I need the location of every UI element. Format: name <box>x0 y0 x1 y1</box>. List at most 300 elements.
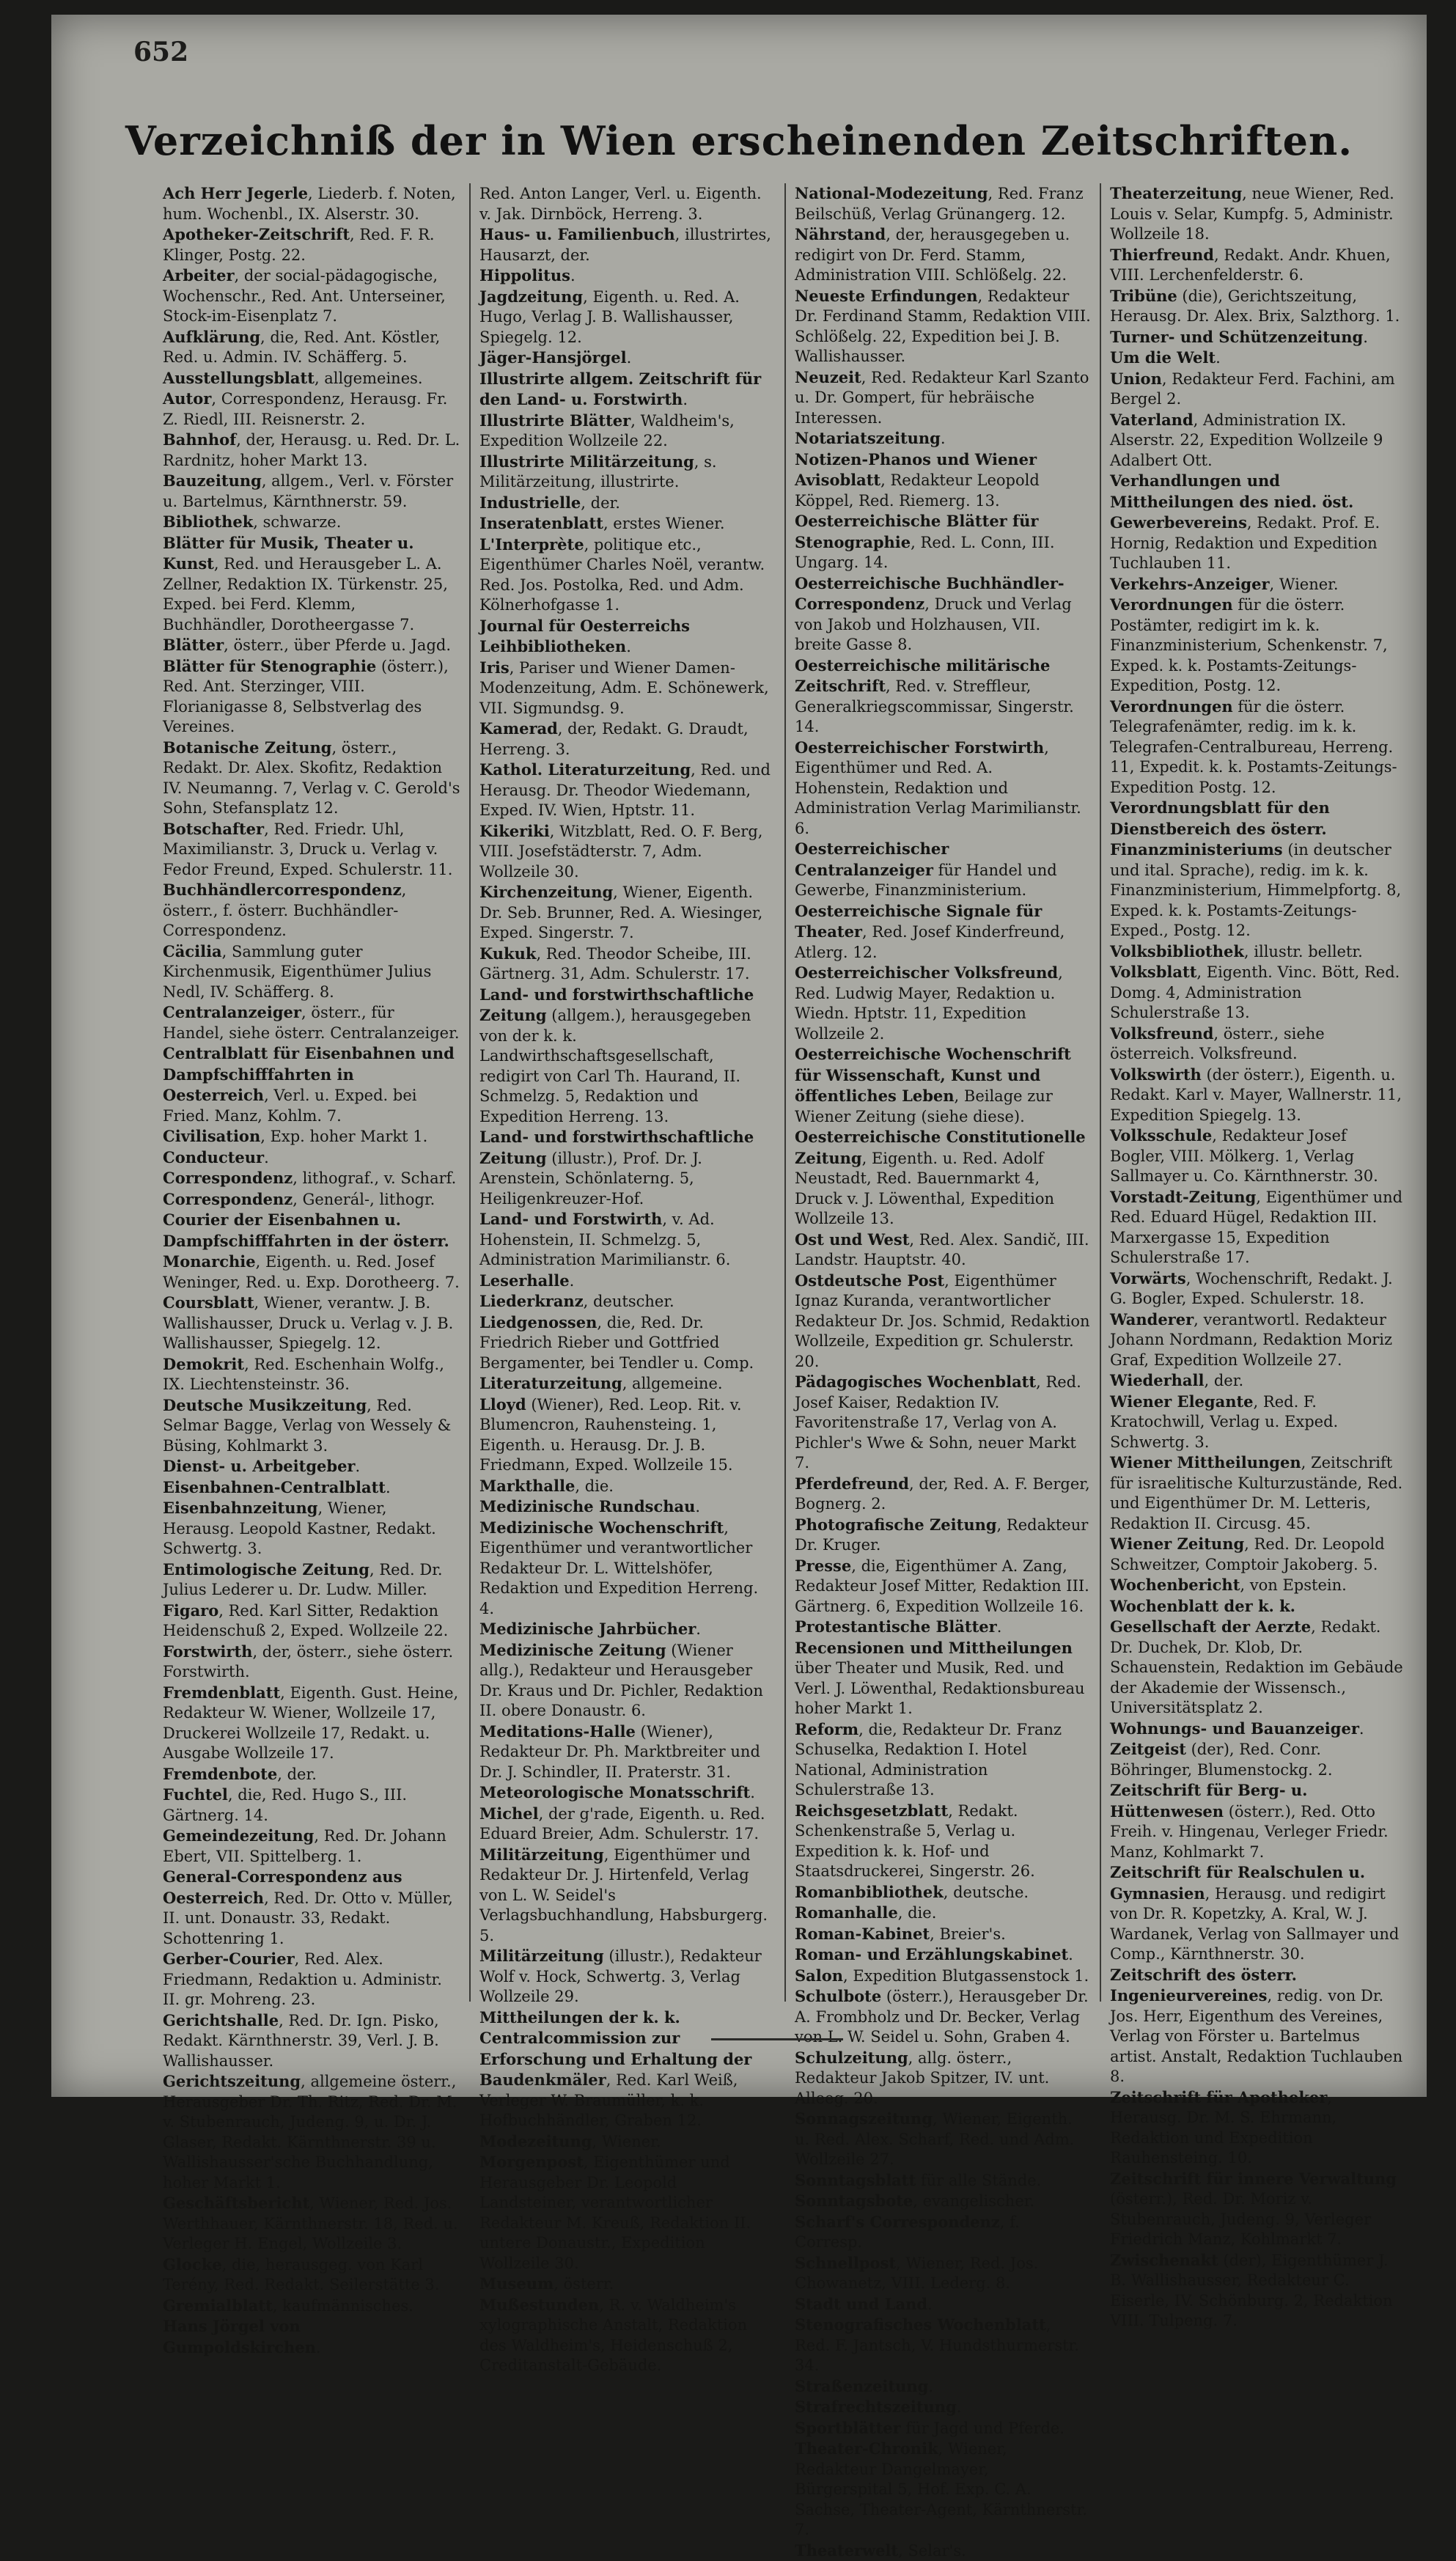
entry-title: Romanbibliothek <box>795 1883 944 1901</box>
entry-details: (österr.), Red. Ant. Sterzinger, VIII. Florianigasse 8, Selbstverlag des Vereines. <box>163 658 449 736</box>
entry-details: , österr., siehe österreich. Volksfreund. <box>1110 1025 1325 1063</box>
directory-entry <box>1110 1392 1406 1453</box>
directory-entry <box>1110 1268 1406 1309</box>
directory-entry <box>795 367 1091 429</box>
entry-details: , Redakteur Dr. Kruger. <box>795 1516 1088 1554</box>
entry-details: (die), Gerichtszeitung, Herausg. Dr. Alex. Brix, Salzthorg. 1. <box>1110 287 1400 326</box>
entry-details: . <box>695 1498 700 1515</box>
directory-entry <box>163 533 460 636</box>
entry-title: Ach Herr Jegerle <box>163 184 308 202</box>
directory-entry <box>163 941 460 1003</box>
directory-entry <box>795 2294 1091 2315</box>
entry-title: Medizinische Zeitung <box>479 1641 666 1659</box>
entry-title: Kirchenzeitung <box>479 883 613 901</box>
directory-entry <box>163 1210 460 1293</box>
directory-entry <box>479 1496 776 1518</box>
entry-title: Hippolitus <box>479 266 570 284</box>
entry-details: , politique etc., Eigenthümer Charles Noël, verantw. Red. Jos. Postolka, Red. und Adm. Kölnerhofgasse 1. <box>479 536 765 614</box>
directory-entry <box>479 1782 776 1804</box>
directory-entry <box>163 368 460 389</box>
directory-entry <box>795 2191 1091 2212</box>
directory-entry <box>163 224 460 265</box>
entry-title: Photografische Zeitung <box>795 1515 997 1534</box>
directory-entry <box>479 2152 776 2274</box>
entry-title: Theater-Chronik <box>795 2439 938 2458</box>
directory-entry <box>163 656 460 738</box>
directory-entry <box>479 616 776 658</box>
entry-details: , der, Red. A. F. Berger, Bognerg. 2. <box>795 1475 1090 1513</box>
entry-title: Turner- und Schützenzeitung <box>1110 328 1363 346</box>
entry-details: . <box>570 1272 575 1290</box>
directory-columns <box>154 183 1415 2002</box>
entry-title: Presse <box>795 1557 851 1575</box>
entry-title: Scharf's Correspondenz <box>795 2213 1000 2231</box>
entry-title: Protestantische Blätter <box>795 1617 997 1636</box>
entry-details: , v. Ad. Hohenstein, II. Schmelzg. 5, Administration Marimilianstr. 6. <box>479 1210 730 1268</box>
entry-details: für Jagd und Pferde. <box>901 2419 1065 2437</box>
entry-title: Fremdenblatt <box>163 1683 280 1702</box>
directory-entry <box>479 411 776 452</box>
entry-title: Glocke <box>163 2255 222 2274</box>
entry-details: , die, Eigenthümer A. Zang, Redakteur Josef Mitter, Redaktion III. Gärtnerg. 6, Expedition Wollzeile 16. <box>795 1557 1089 1615</box>
directory-entry <box>163 1189 460 1210</box>
directory-entry <box>1110 1596 1406 1719</box>
directory-entry <box>1110 1780 1406 1862</box>
entry-details: , Red. Theodor Scheibe, III. Gärtnerg. 31, Adm. Schulerstr. 17. <box>479 945 751 983</box>
entry-title: Botschafter <box>163 820 264 838</box>
directory-entry <box>479 760 776 821</box>
directory-entry <box>1110 1862 1406 1965</box>
entry-title: Oesterreichische Signale für Theater <box>795 902 1042 941</box>
entry-title: Theaterzeitung <box>1110 184 1242 202</box>
directory-entry <box>163 1126 460 1147</box>
entry-title: Volkswirth <box>1110 1065 1202 1084</box>
entry-details: (in deutscher und ital. Sprache), redig. im k. k. Finanzministerium, Himmelpfortg. 8, Exped. k. k. Postamts-Zeitungs-Exped., Postg. 12. <box>1110 841 1401 939</box>
directory-entry <box>795 183 1091 224</box>
directory-entry <box>163 265 460 327</box>
entry-title: Volksblatt <box>1110 963 1196 981</box>
entry-title: Kikeriki <box>479 822 550 840</box>
entry-details: , österr., über Pferde u. Jagd. <box>224 636 451 654</box>
entry-title: Haus- u. Familienbuch <box>479 225 675 243</box>
entry-details: , Liederb. f. Noten, hum. Wochenbl., IX. Alserstr. 30. <box>163 185 456 223</box>
entry-title: Gerber-Courier <box>163 1950 295 1968</box>
directory-entry <box>479 183 776 224</box>
entry-title: Illustrirte Militärzeitung <box>479 452 694 471</box>
entry-title: Meteorologische Monatsschrift <box>479 1783 750 1801</box>
directory-entry <box>1110 286 1406 327</box>
entry-details: . <box>1363 328 1368 346</box>
directory-entry <box>1110 1065 1406 1126</box>
entry-title: Oesterreichische Wochenschrift für Wissenschaft, Kunst und öffentliches Leben <box>795 1045 1071 1105</box>
entry-title: Correspondenz <box>163 1190 293 1208</box>
entry-title: Oesterreichischer Forstwirth <box>795 738 1044 757</box>
directory-entry <box>795 2376 1091 2398</box>
entry-details: , Eigenth. u. Red. A. Hugo, Verlag J. B. Wallishausser, Spiegelg. 12. <box>479 288 740 346</box>
directory-entry <box>1110 1534 1406 1575</box>
entry-details: , Red. Friedr. Uhl, Maximilianstr. 3, Druck u. Verlag v. Fedor Freund, Exped. Schulerstr. 11. <box>163 820 452 878</box>
entry-title: Union <box>1110 370 1162 388</box>
directory-entry <box>163 1293 460 1354</box>
entry-title: Stenografisches Wochenblatt <box>795 2315 1046 2334</box>
page-sheet <box>51 15 1427 2097</box>
entry-title: Verkehrs-Anzeiger <box>1110 575 1270 593</box>
directory-entry <box>1110 348 1406 369</box>
directory-entry <box>163 635 460 656</box>
entry-details: . <box>997 1618 1002 1636</box>
directory-entry <box>1110 327 1406 348</box>
entry-details: , Generál-, lithogr. <box>293 1191 435 1208</box>
entry-details: , Red. L. Conn, III. Ungarg. 14. <box>795 534 1055 572</box>
entry-title: Zwischenakt <box>1110 2251 1218 2269</box>
directory-entry <box>795 1617 1091 1638</box>
entry-title: Vorstadt-Zeitung <box>1110 1188 1256 1206</box>
entry-details: (allgem.), herausgegeben von der k. k. Landwirthschaftsgesellschaft, redigirt von Carl Th. Haurand, II. Schmelzg. 5, Redaktion und Expedition Herreng. 13. <box>479 1007 751 1125</box>
entry-details: , Red. Dr. Leopold Schweitzer, Comptoir Jakoberg. 5. <box>1110 1535 1385 1573</box>
directory-entry <box>163 1477 460 1499</box>
entry-details: , Red. F. R. Klinger, Postg. 22. <box>163 226 435 264</box>
entry-details: , Redakt. Schenkenstraße 5, Verlag u. Expedition k. k. Hof- und Staatsdruckerei, Singerstr. 26. <box>795 1802 1035 1881</box>
entry-title: Tribüne <box>1110 287 1177 305</box>
entry-title: Leserhalle <box>479 1271 570 1290</box>
entry-title: Blätter <box>163 636 224 654</box>
directory-entry <box>163 2010 460 2072</box>
entry-title: Kathol. Literaturzeitung <box>479 760 691 779</box>
directory-entry <box>479 1127 776 1209</box>
entry-title: Blätter für Musik, Theater u. Kunst <box>163 534 414 573</box>
entry-title: Oesterreichische Blätter für Stenographie <box>795 512 1038 551</box>
entry-title: Zeitschrift des österr. Ingenieurvereines <box>1110 1966 1297 2005</box>
entry-title: Lloyd <box>479 1395 526 1414</box>
entry-title: Sonntagsbote <box>795 2191 913 2210</box>
directory-entry <box>795 286 1091 367</box>
entry-details: , Redakteur Ferd. Fachini, am Bergel 2. <box>1110 370 1395 408</box>
directory-entry <box>795 1474 1091 1515</box>
entry-title: Land- und Forstwirth <box>479 1210 662 1228</box>
directory-entry <box>795 655 1091 738</box>
entry-details: , Breier's. <box>930 1925 1006 1943</box>
entry-title: Wiener Mittheilungen <box>1110 1453 1301 1471</box>
entry-details: , Red. Alex. Sandič, III. Landstr. Hauptstr. 40. <box>795 1231 1089 1269</box>
directory-entry <box>795 1882 1091 1903</box>
directory-entry <box>795 1801 1091 1882</box>
entry-title: National-Modezeitung <box>795 184 988 202</box>
entry-title: Geschäftsbericht <box>163 2194 309 2212</box>
entry-title: Strafrechtszeitung <box>795 2398 957 2416</box>
entry-title: Deutsche Musikzeitung <box>163 1396 367 1414</box>
entry-details: , die, Red. Ant. Köstler, Red. u. Admin. IV. Schäfferg. 5. <box>163 328 440 367</box>
entry-title: Coursblatt <box>163 1293 254 1312</box>
entry-details: für alle Stände. <box>916 2172 1041 2189</box>
entry-title: Ausstellungsblatt <box>163 369 315 387</box>
entry-details: , der. <box>277 1765 317 1783</box>
entry-title: Straßenzeitung <box>795 2377 928 2395</box>
entry-details: , Redakt. Andr. Khuen, VIII. Lerchenfelderstr. 6. <box>1110 246 1391 284</box>
entry-details: , Redakteur Josef Bogler, VIII. Mölkerg. 1, Verlag Sallmayer u. Co. Kärnthnerstr. 30. <box>1110 1127 1378 1185</box>
directory-entry <box>1110 941 1406 963</box>
entry-title: Pferdefreund <box>795 1474 909 1493</box>
entry-title: Markthalle <box>479 1477 575 1495</box>
entry-details: (illustr.), Prof. Dr. J. Arenstein, Schönlaterng. 5, Heiligenkreuzer-Hof. <box>479 1150 702 1208</box>
entry-title: Sonntagsblatt <box>795 2171 916 2189</box>
entry-title: Oesterreichischer Volksfreund <box>795 963 1058 982</box>
directory-entry <box>1110 1187 1406 1268</box>
directory-entry <box>795 428 1091 449</box>
entry-title: Courier der Eisenbahnen u. Dampfschifffahrten in der österr. Monarchie <box>163 1210 449 1271</box>
directory-entry <box>1110 410 1406 471</box>
entry-details: , lithograf., v. Scharf. <box>293 1169 456 1187</box>
directory-entry <box>479 265 776 287</box>
entry-details: , deutsche. <box>944 1884 1029 1901</box>
entry-title: Vaterland <box>1110 411 1194 429</box>
directory-entry <box>163 1559 460 1601</box>
directory-entry <box>795 1515 1091 1556</box>
entry-title: Wiener Elegante <box>1110 1392 1254 1411</box>
directory-entry <box>795 1372 1091 1474</box>
entry-title: Museum <box>479 2274 554 2293</box>
entry-title: Theaterwelt <box>795 2541 898 2560</box>
entry-title: Roman-Kabinet <box>795 1925 930 1943</box>
entry-title: Buchhändlercorrespondenz <box>163 881 402 899</box>
entry-title: Mittheilungen der k. k. Centralcommission zur Erforschung und Erhaltung der Baudenkmäler <box>479 2008 751 2090</box>
entry-details: , Correspondenz, Herausg. Fr. Z. Riedl, III. Reisnerstr. 2. <box>163 390 447 428</box>
entry-title: Stadt und Land <box>795 2295 927 2313</box>
entry-title: Aufklärung <box>163 328 260 346</box>
entry-details: . <box>386 1479 391 1496</box>
entry-title: Oesterreichische Constitutionelle Zeitung <box>795 1128 1086 1167</box>
entry-details: , Red. Karl Weiß, Verleger W. Braumüller, k. k. Hofbuchhändler, Graben 12. <box>479 2071 738 2129</box>
entry-details: , Red. Redakteur Karl Szanto u. Dr. Gompert, für hebräische Interessen. <box>795 369 1089 427</box>
entry-details: , Eigenthümer und Red. A. Hohenstein, Redaktion und Administration Verlag Marimilianstr. 6. <box>795 739 1081 837</box>
entry-details: (Wiener), Redakteur Dr. Ph. Marktbreiter und Dr. J. Schindler, II. Praterstr. 31. <box>479 1723 760 1781</box>
directory-entry <box>479 1209 776 1271</box>
directory-entry <box>795 2439 1091 2540</box>
entry-details: , Eigenth. Gust. Heine, Redakteur W. Wiener, Wollzeile 17, Druckerei Wollzeile 17, Redakt. u. Ausgabe Wollzeile 17. <box>163 1684 458 1763</box>
entry-details: , Wiener, Red. Jos. Werthhauer, Kärnthnerstr. 18, Red. u. Verleger H. Engel, Wollzeile 3. <box>163 2194 458 2252</box>
directory-entry <box>163 1354 460 1395</box>
entry-details: , der. <box>1205 1372 1244 1389</box>
directory-entry <box>795 573 1091 655</box>
entry-title: Journal für Oesterreichs Leihbibliotheken <box>479 617 690 656</box>
entry-details: , Wochenschrift, Redakt. J. G. Bogler, Exped. Schulerstr. 18. <box>1110 1270 1393 1308</box>
entry-details: , Herausg. Dr. M. S. Ehrmann, Redaktion und Expedition Rauhensteing. 10. <box>1110 2089 1336 2167</box>
entry-title: Mußestunden <box>479 2296 599 2314</box>
entry-title: Oesterreichische Buchhändler-Correspondenz <box>795 574 1065 614</box>
entry-details: , der g'rade, Eigenth. u. Red. Eduard Breier, Adm. Schulerstr. 17. <box>479 1805 765 1843</box>
entry-title: Medizinische Wochenschrift <box>479 1518 724 1537</box>
entry-details: , Zeitschrift für israelitische Kulturzustände, Red. und Eigenthümer Dr. M. Letteris, Redaktion II. Circusg. 45. <box>1110 1454 1402 1532</box>
entry-details: , der, österr., siehe österr. Forstwirth. <box>163 1643 453 1681</box>
directory-entry <box>1110 574 1406 595</box>
directory-entry <box>163 1683 460 1764</box>
entry-details: , Exp. hoher Markt 1. <box>260 1128 427 1145</box>
entry-title: Entimologische Zeitung <box>163 1560 369 1579</box>
entry-details: (Wiener allg.), Redakteur und Herausgeber Dr. Kraus und Dr. Pichler, Redaktion II. obere Donaustr. 6. <box>479 1642 763 1720</box>
entry-details: , Wiener, verantw. J. B. Wallishausser, Druck u. Verlag v. J. B. Wallishausser, Spiegelg. 12. <box>163 1294 453 1352</box>
directory-entry <box>479 1518 776 1620</box>
directory-entry <box>163 512 460 533</box>
entry-details: , Expedition Blutgassenstock 1. <box>843 1967 1089 1985</box>
entry-details: , kaufmännisches. <box>273 2297 413 2315</box>
entry-title: Industrielle <box>479 493 581 512</box>
entry-details: , Administration IX. Alserstr. 22, Expedition Wollzeile 9 Adalbert Ott. <box>1110 411 1383 469</box>
entry-title: Schulbote <box>795 1987 881 2005</box>
entry-details: . <box>1068 1946 1073 1963</box>
entry-details: , österr., Redakt. Dr. Alex. Skofitz, Redaktion IV. Neumanng. 7, Verlag v. C. Gerold's Sohn, Stefansplatz 12. <box>163 739 460 817</box>
entry-details: , Red. F. Jantsch, V. Hundsthurmerstr. 34. <box>795 2316 1079 2374</box>
entry-title: Jagdzeitung <box>479 287 583 306</box>
directory-entry <box>795 449 1091 512</box>
directory-entry <box>163 2296 460 2317</box>
entry-title: Land- und forstwirthschaftliche Zeitung <box>479 985 754 1025</box>
entry-title: Volksfreund <box>1110 1024 1213 1043</box>
directory-entry <box>795 1903 1091 1924</box>
entry-title: Recensionen und Mittheilungen <box>795 1639 1073 1657</box>
directory-entry <box>163 471 460 512</box>
entry-details: , Red. v. Streffleur, Generalkriegscommissar, Singerstr. 14. <box>795 677 1074 735</box>
directory-entry <box>479 534 776 616</box>
directory-entry <box>795 2170 1091 2191</box>
directory-entry <box>163 1826 460 1867</box>
entry-details: , allgem., Verl. v. Förster u. Bartelmus, Kärnthnerstr. 59. <box>163 472 453 510</box>
entry-title: Volksbibliothek <box>1110 942 1244 960</box>
entry-title: Pädagogisches Wochenblatt <box>795 1373 1036 1391</box>
entry-details: für Handel und Gewerbe, Finanzministerium. <box>795 861 1057 900</box>
column-1 <box>154 183 469 2002</box>
directory-entry <box>479 2274 776 2295</box>
entry-title: Botanische Zeitung <box>163 738 331 757</box>
directory-entry <box>163 1043 460 1126</box>
entry-title: Verordnungen <box>1110 697 1233 716</box>
page-title: Verzeichniß der in Wien erscheinenden Zeitschriften. <box>51 117 1427 164</box>
column-3 <box>784 183 1100 2002</box>
entry-title: Verordnungsblatt für den Dienstbereich des österr. Finanzministeriums <box>1110 798 1330 859</box>
entry-details: , Eigenthümer und Red. Eduard Hügel, Redaktion III. Marxergasse 15, Expedition Schulerstraße 17. <box>1110 1188 1402 1267</box>
entry-title: Wohnungs- und Bauanzeiger <box>1110 1719 1359 1738</box>
entry-details: . <box>1359 1720 1364 1738</box>
entry-details: , Red. Alex. Friedmann, Redaktion u. Administr. II. gr. Mohreng. 23. <box>163 1950 442 2008</box>
entry-details: , allgemeine österr., Herausgeber Dr. Th. Ritz, Red. Dr. M. v. Stubenrauch, Judeng. 9, u. Dr. J. Glaser, Redakt. Kärnthnerstr. 39 u. Wallishausser'sche Buchhandlung, hoher Markt 1. <box>163 2073 457 2191</box>
entry-title: Gerichtshalle <box>163 2011 279 2029</box>
entry-details: , Redakt. Prof. E. Hornig, Redaktion und Expedition Tuchlauben 11. <box>1110 514 1380 572</box>
entry-details: , illustr. belletr. <box>1244 943 1363 960</box>
entry-title: Apotheker-Zeitschrift <box>163 225 350 243</box>
entry-details: , der. <box>581 494 620 512</box>
entry-details: . <box>928 2378 933 2395</box>
entry-title: Civilisation <box>163 1127 260 1145</box>
directory-entry <box>479 719 776 760</box>
directory-entry <box>479 452 776 493</box>
entry-details: , Eigenthümer Ignaz Kuranda, verantwortlicher Redakteur Dr. Jos. Schmid, Redaktion Wollzeile, Expedition gr. Schulerstr. 20. <box>795 1272 1090 1370</box>
entry-details: . <box>626 638 631 655</box>
entry-title: Correspondenz <box>163 1169 293 1187</box>
entry-details: . <box>316 2339 321 2356</box>
entry-title: Bibliothek <box>163 512 253 531</box>
entry-details: , Redakteur Leopold Köppel, Red. Riemerg. 13. <box>795 471 1040 510</box>
entry-title: Land- und forstwirthschaftliche Zeitung <box>479 1128 754 1167</box>
directory-entry <box>163 1002 460 1043</box>
directory-entry <box>479 985 776 1128</box>
entry-details: (österr.), Red. Dr. Moriz v. Stubenrauch, Judeng. 9, Verleger Friedrich Manz, Kohlmarkt 7. <box>1110 2190 1371 2248</box>
entry-details: , Red. Josef Kaiser, Redaktion IV. Favoritenstraße 17, Verlag von A. Pichler's Wwe & Sohn, neuer Markt 7. <box>795 1373 1081 1471</box>
entry-details: , österr., f. österr. Buchhändler-Correspondenz. <box>163 881 406 939</box>
entry-title: Bauzeitung <box>163 471 262 490</box>
directory-entry <box>795 2540 1091 2561</box>
entry-details: , Wiener, Herausg. Leopold Kastner, Redakt. Schwertg. 3. <box>163 1499 436 1557</box>
entry-details: , Eigenthümer und Herausgeber Dr. Leopold Landsteiner, verantwortlicher Redakteur M. Kreuß, Redaktion II. untere Donaustr., Expedition Wollzeile 30. <box>479 2153 751 2272</box>
entry-title: Vorwärts <box>1110 1269 1186 1287</box>
entry-details: , der, Redakt. G. Draudt, Herreng. 3. <box>479 720 749 758</box>
directory-entry <box>479 1291 776 1312</box>
entry-details: , Eigenth. u. Red. Josef Weninger, Red. u. Exp. Dorotheerg. 7. <box>163 1253 460 1291</box>
entry-details: , Red. Dr. Johann Ebert, VII. Spittelberg. 1. <box>163 1827 446 1865</box>
entry-details: , Wiener. <box>592 2133 661 2150</box>
entry-details: , die, Red. Dr. Friedrich Rieber und Gottfried Bergamenter, bei Tendler u. Comp. <box>479 1314 754 1372</box>
entry-details: , die, Redakteur Dr. Franz Schuselka, Redaktion I. Hotel National, Administration Schulerstraße 13. <box>795 1721 1062 1799</box>
entry-details: , illustrirtes, Hausarzt, der. <box>479 226 771 264</box>
entry-details: , Wiener, Eigenth. u. Red. Alex. Scharf, Red. und Adm. Wollzeile 27. <box>795 2110 1074 2168</box>
entry-details: , Eigenthümer und verantwortlicher Redakteur Dr. L. Wittelshöfer, Redaktion und Expedition Herreng. 4. <box>479 1519 758 1617</box>
entry-details: , Red. Ludwig Mayer, Redaktion u. Wiedn. Hptstr. 11, Expedition Wollzeile 2. <box>795 964 1063 1043</box>
directory-entry <box>795 1638 1091 1719</box>
entry-title: Eisenbahnzeitung <box>163 1499 317 1517</box>
entry-title: Liederkranz <box>479 1292 584 1310</box>
entry-title: Sportblätter <box>795 2419 901 2437</box>
entry-details: (der österr.), Eigenth. u. Redakt. Karl v. Mayer, Wallnerstr. 11, Expedition Spiegelg. 13. <box>1110 1066 1402 1124</box>
entry-title: Militärzeitung <box>479 1845 604 1864</box>
entry-title: Nährstand <box>795 225 886 243</box>
directory-entry <box>479 944 776 985</box>
directory-entry <box>795 1127 1091 1230</box>
directory-entry <box>163 430 460 471</box>
entry-title: Hans Jörgel von Gumpoldskirchen <box>163 2317 316 2356</box>
entry-details: , Herausg. und redigirt von Dr. R. Kopetzky, A. Kral, W. J. Wardanek, Verlag von Sallmayer und Comp., Kärnthnerstr. 30. <box>1110 1885 1399 1963</box>
entry-details: , Wiener. <box>1270 576 1339 593</box>
directory-entry <box>795 1044 1091 1127</box>
entry-title: Volksschule <box>1110 1126 1212 1144</box>
entry-details: , s. Militärzeitung, illustrirte. <box>479 453 717 491</box>
entry-title: Zeitschrift für innere Verwaltung <box>1110 2169 1397 2188</box>
entry-title: Arbeiter <box>163 266 235 284</box>
directory-entry <box>1110 1575 1406 1596</box>
entry-title: Ost und West <box>795 1230 909 1249</box>
entry-title: Notizen-Phanos und Wiener Avisoblatt <box>795 450 1037 490</box>
directory-entry <box>479 1946 776 2007</box>
entry-details: , allg. österr., Redakteur Jakob Spitzer, IV. unt. Alleeg. 20. <box>795 2049 1049 2107</box>
entry-details: , Red. Karl Sitter, Redaktion Heidenschuß 2, Exped. Wollzeile 22. <box>163 1602 448 1640</box>
entry-title: Wochenbericht <box>1110 1576 1240 1594</box>
directory-entry <box>163 1456 460 1477</box>
directory-entry <box>163 183 460 224</box>
entry-details: , Red. Eschenhain Wolfg., IX. Liechtensteinstr. 36. <box>163 1356 444 1394</box>
entry-title: Jäger-Hansjörgel <box>479 348 627 367</box>
directory-entry <box>1110 962 1406 1024</box>
entry-details: , Redakteur Dr. Ferdinand Stamm, Redaktion VIII. Schlößelg. 22, Expedition bei J. B. Wallishausser. <box>795 287 1091 366</box>
directory-entry <box>795 2253 1091 2294</box>
entry-title: Gerichtszeitung <box>163 2072 301 2090</box>
footer-ornament <box>711 2038 843 2046</box>
entry-details: , Waldheim's, Expedition Wollzeile 22. <box>479 412 735 450</box>
entry-title: Gemeindezeitung <box>163 1826 314 1845</box>
entry-title: L'Interprète <box>479 535 584 554</box>
entry-details: , Eigenth. u. Red. Adolf Neustadt, Red. Bauernmarkt 4, Druck v. J. Löwenthal, Expedition Wollzeile 13. <box>795 1150 1054 1228</box>
directory-entry <box>795 1924 1091 1945</box>
entry-details: , Beilage zur Wiener Zeitung (siehe diese). <box>795 1087 1053 1125</box>
entry-details: , Wiener, Eigenth. Dr. Seb. Brunner, Red. A. Wiesinger, Exped. Singerstr. 7. <box>479 883 762 941</box>
entry-details: , neue Wiener, Red. Louis v. Selar, Kumpfg. 5, Administr. Wollzeile 18. <box>1110 185 1394 243</box>
directory-entry <box>479 821 776 883</box>
entry-title: Liedgenossen <box>479 1313 597 1331</box>
